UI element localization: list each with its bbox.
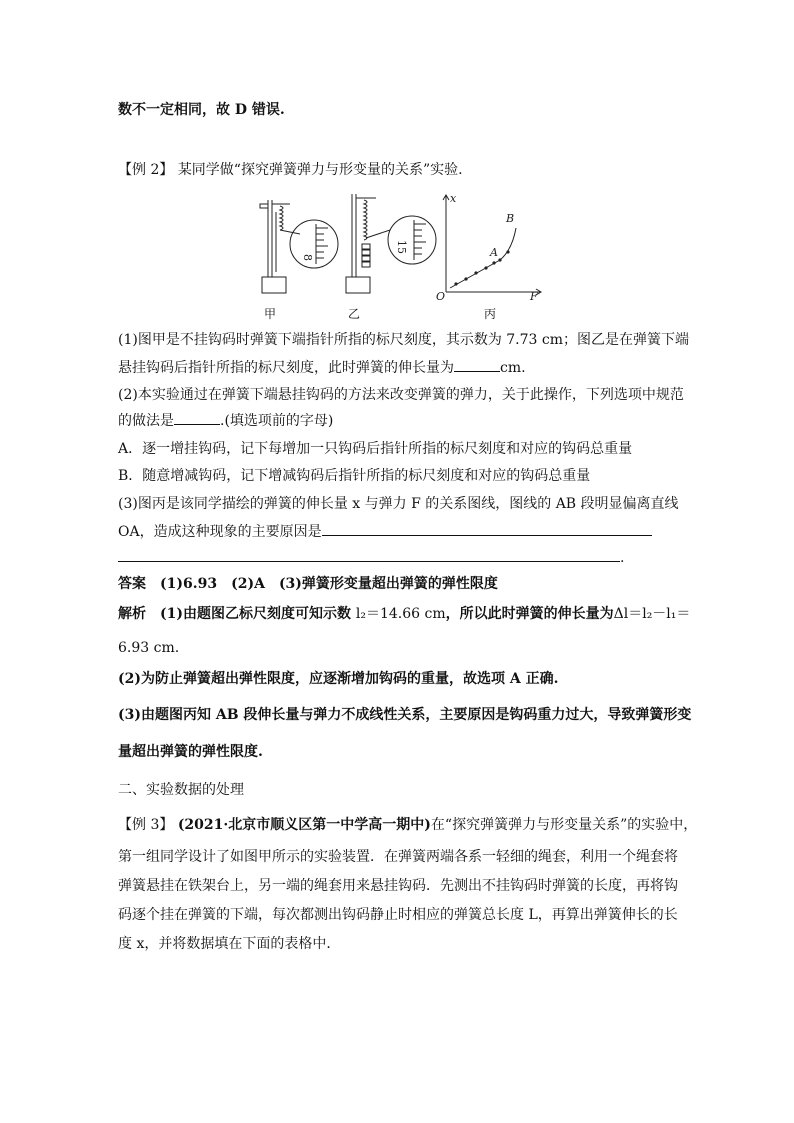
answer-blank-3b[interactable]: [118, 547, 620, 562]
example3-line5: 度 x，并将数据填在下面的表格中．: [118, 936, 341, 952]
option-a: A．逐一增挂钩码，记下每增加一只钩码后指针所指的标尺刻度和对应的钩码总重量: [118, 441, 633, 457]
example3-line3: 弹簧悬挂在铁架台上，另一端的绳套用来悬挂钩码．先测出不挂钩码时弹簧的长度，再将钩: [118, 878, 678, 894]
q2-line1: (2)本实验通过在弹簧下端悬挂钩码的方法来改变弹簧的弹力，关于此操作，下列选项中规范: [118, 387, 684, 403]
q1-line2-post: cm.: [500, 360, 526, 376]
q3-line3-post: .: [620, 550, 625, 566]
analysis-p3-line2: 量超出弹簧的弹性限度.: [118, 744, 263, 760]
q1-line2: [118, 357, 526, 378]
analysis-p3-line1: (3)由题图丙知 AB 段伸长量与弹力不成线性关系，主要原因是钩码重力过大，导致弹簧形变: [118, 707, 692, 723]
answer-line: 答案 (1)6.93 (2)A (3)弹簧形变量超出弹簧的弹性限度: [118, 576, 498, 592]
analysis-line1-post: ，所以此时弹簧的伸长量为: [445, 606, 614, 622]
example3-line2: 第一组同学设计了如图甲所示的实验装置．在弹簧两端各系一轻细的绳套，利用一个绳套将: [118, 849, 678, 865]
q1-line1: (1)图甲是不挂钩码时弹簧下端指针所指的标尺刻度，其示数为 7.73 cm；图乙是在弹簧下端: [118, 332, 690, 348]
experiment-figure: [250, 192, 550, 320]
example2-tag: 【例 2】: [118, 162, 174, 178]
scale-label-yi: 15: [395, 240, 408, 254]
analysis-line2: 6.93 cm.: [118, 640, 180, 656]
analysis-line1-pre: 解析 (1)由题图乙标尺刻度可知示数: [118, 606, 351, 622]
example3-line1: [118, 815, 697, 835]
graph-origin-label: O: [436, 290, 446, 303]
q1-line2-pre: 悬挂钩码后指针所指的标尺刻度，此时弹簧的伸长量为: [118, 360, 454, 376]
analysis-p2: (2)为防止弹簧超出弹性限度，应逐渐增加钩码的重量，故选项 A 正确.: [118, 671, 559, 687]
analysis-formula: Δl＝l₂－l₁＝: [613, 606, 691, 622]
graph-point-b-label: B: [506, 212, 515, 225]
caption-yi: 乙: [348, 307, 361, 321]
graph-point-a-label: A: [490, 246, 498, 259]
q3-line2: [118, 521, 652, 542]
graph-x-label: F: [530, 290, 538, 303]
analysis-line1: [118, 604, 690, 624]
example3-line4: 码逐个挂在弹簧的下端，每次都测出钩码静止时相应的弹簧总长度 L，再算出弹簧伸长的长: [118, 907, 678, 923]
option-b: B．随意增减钩码，记下增减钩码后指针所指的标尺刻度和对应的钩码总重量: [118, 468, 591, 484]
section-heading: 二、实验数据的处理: [118, 782, 244, 798]
q2-line2-pre: 的做法是: [118, 413, 174, 429]
example2-intro: [118, 160, 463, 180]
prev-tail: 数不一定相同，故 D 错误.: [118, 102, 285, 118]
example2-intro-text: 某同学做“探究弹簧弹力与形变量的关系”实验.: [177, 162, 463, 178]
caption-jia: 甲: [264, 307, 277, 321]
example3-tag: 【例 3】: [118, 817, 174, 833]
answer-blank-3a[interactable]: [322, 521, 652, 536]
analysis-l2: l₂＝14.66 cm: [355, 606, 446, 622]
scale-label-jia: 8: [301, 254, 314, 261]
example3-source: (2021·北京市顺义区第一中学高一期中): [177, 817, 431, 833]
q3-line1: (3)图丙是该同学描绘的弹簧的伸长量 x 与弹力 F 的关系图线，图线的 AB 段明显偏离直线: [118, 496, 679, 512]
q3-line2-pre: OA，造成这种现象的主要原因是: [118, 524, 322, 540]
q2-line2: [118, 410, 333, 431]
graph-y-label: x: [450, 192, 457, 205]
answer-blank-2[interactable]: [174, 410, 220, 425]
caption-bing: 丙: [484, 307, 497, 321]
q3-line3: [118, 547, 624, 568]
example3-line1-text: 在“探究弹簧弹力与形变量关系”的实验中，: [430, 817, 698, 833]
q2-line2-post: .(填选项前的字母): [220, 413, 334, 429]
answer-blank-1[interactable]: [454, 357, 500, 372]
